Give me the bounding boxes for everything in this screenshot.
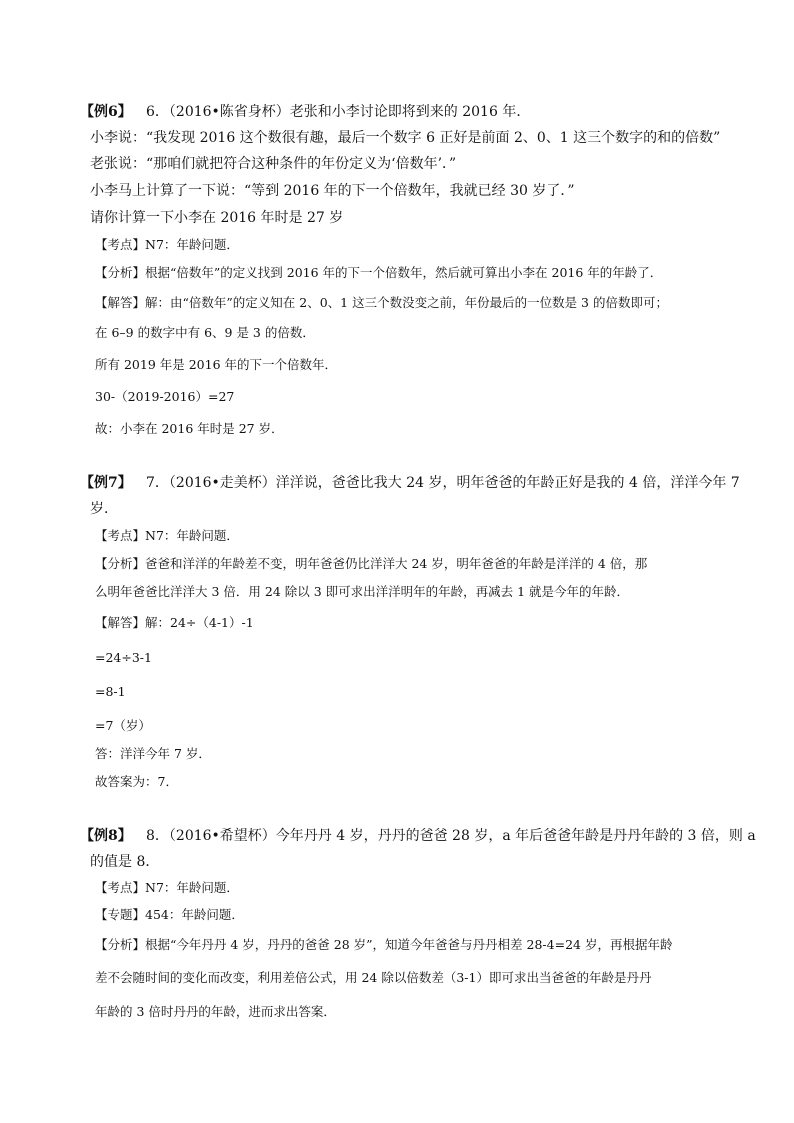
question-line: 7．（2016•走美杯）洋洋说，爸爸比我大 24 岁，明年爸爸的年龄正好是我的 4 倍，洋洋今年 7 bbox=[146, 475, 740, 491]
analysis-line: 所有 2019 年是 2016 年的下一个倍数年． bbox=[95, 357, 338, 372]
question-line: 岁． bbox=[90, 501, 118, 517]
analysis-line: 在 6–9 的数字中有 6、9 是 3 的倍数． bbox=[95, 325, 315, 340]
question-line: 小李马上计算了一下说：“等到 2016 年的下一个倍数年，我就已经 30 岁了．” bbox=[90, 183, 575, 199]
analysis-line: 故：小李在 2016 年时是 27 岁． bbox=[95, 421, 284, 436]
question-line: 小李说：“我发现 2016 这个数很有趣，最后一个数字 6 正好是前面 2、0、1 这三个数字的和的倍数” bbox=[90, 130, 721, 146]
analysis-line: 答：洋洋今年 7 岁． bbox=[95, 746, 211, 761]
analysis-line: 30-（2019-2016）=27 bbox=[95, 389, 235, 404]
analysis-line: 【分析】根据“倍数年”的定义找到 2016 年的下一个倍数年，然后就可算出小李在 2016 年的年龄了． bbox=[95, 265, 663, 280]
analysis-line: =7（岁） bbox=[95, 718, 151, 733]
analysis-line: 【专题】454：年龄问题． bbox=[95, 907, 244, 922]
analysis-line: 差不会随时间的变化而改变，利用差倍公式，用 24 除以倍数差（3-1）即可求出当爸爸的年龄是丹丹 bbox=[95, 970, 652, 985]
example-tag: 【例8】 bbox=[80, 828, 132, 844]
analysis-line: 【解答】解：由“倍数年”的定义知在 2、0、1 这三个数没变之前，年份最后的一位数是 3 的倍数即可； bbox=[95, 295, 668, 310]
question-line: 请你计算一下小李在 2016 年时是 27 岁 bbox=[90, 210, 344, 226]
example-tag: 【例7】 bbox=[80, 475, 132, 491]
analysis-line: 【考点】N7：年龄问题． bbox=[95, 528, 239, 543]
example-tag: 【例6】 bbox=[80, 104, 132, 120]
analysis-line: =8-1 bbox=[95, 684, 126, 699]
question-line: 6．（2016•陈省身杯）老张和小李讨论即将到来的 2016 年． bbox=[146, 104, 531, 120]
question-line: 老张说：“那咱们就把符合这种条件的年份定义为‘倍数年’．” bbox=[90, 156, 457, 172]
question-line: 的值是 8． bbox=[90, 854, 160, 870]
analysis-line: 【考点】N7：年龄问题． bbox=[95, 237, 239, 252]
analysis-line: 【分析】根据“今年丹丹 4 岁，丹丹的爸爸 28 岁”，知道今年爸爸与丹丹相差 28-4=24 岁，再根据年龄 bbox=[95, 937, 673, 952]
analysis-line: 【分析】爸爸和洋洋的年龄差不变，明年爸爸仍比洋洋大 24 岁，明年爸爸的年龄是洋洋的 4 倍，那 bbox=[95, 556, 648, 571]
question-line: 8．（2016•希望杯）今年丹丹 4 岁，丹丹的爸爸 28 岁，a 年后爸爸年龄是丹丹年龄的 3 倍，则 a bbox=[146, 828, 756, 844]
analysis-line: 【解答】解：24÷（4-1）-1 bbox=[95, 615, 254, 630]
analysis-line: 故答案为：7． bbox=[95, 774, 178, 789]
analysis-line: =24÷3-1 bbox=[95, 650, 152, 665]
analysis-line: 【考点】N7：年龄问题． bbox=[95, 880, 239, 895]
analysis-line: 么明年爸爸比洋洋大 3 倍．用 24 除以 3 即可求出洋洋明年的年龄，再减去 1 就是今年的年龄． bbox=[95, 584, 630, 599]
analysis-line: 年龄的 3 倍时丹丹的年龄，进而求出答案． bbox=[95, 1004, 336, 1019]
